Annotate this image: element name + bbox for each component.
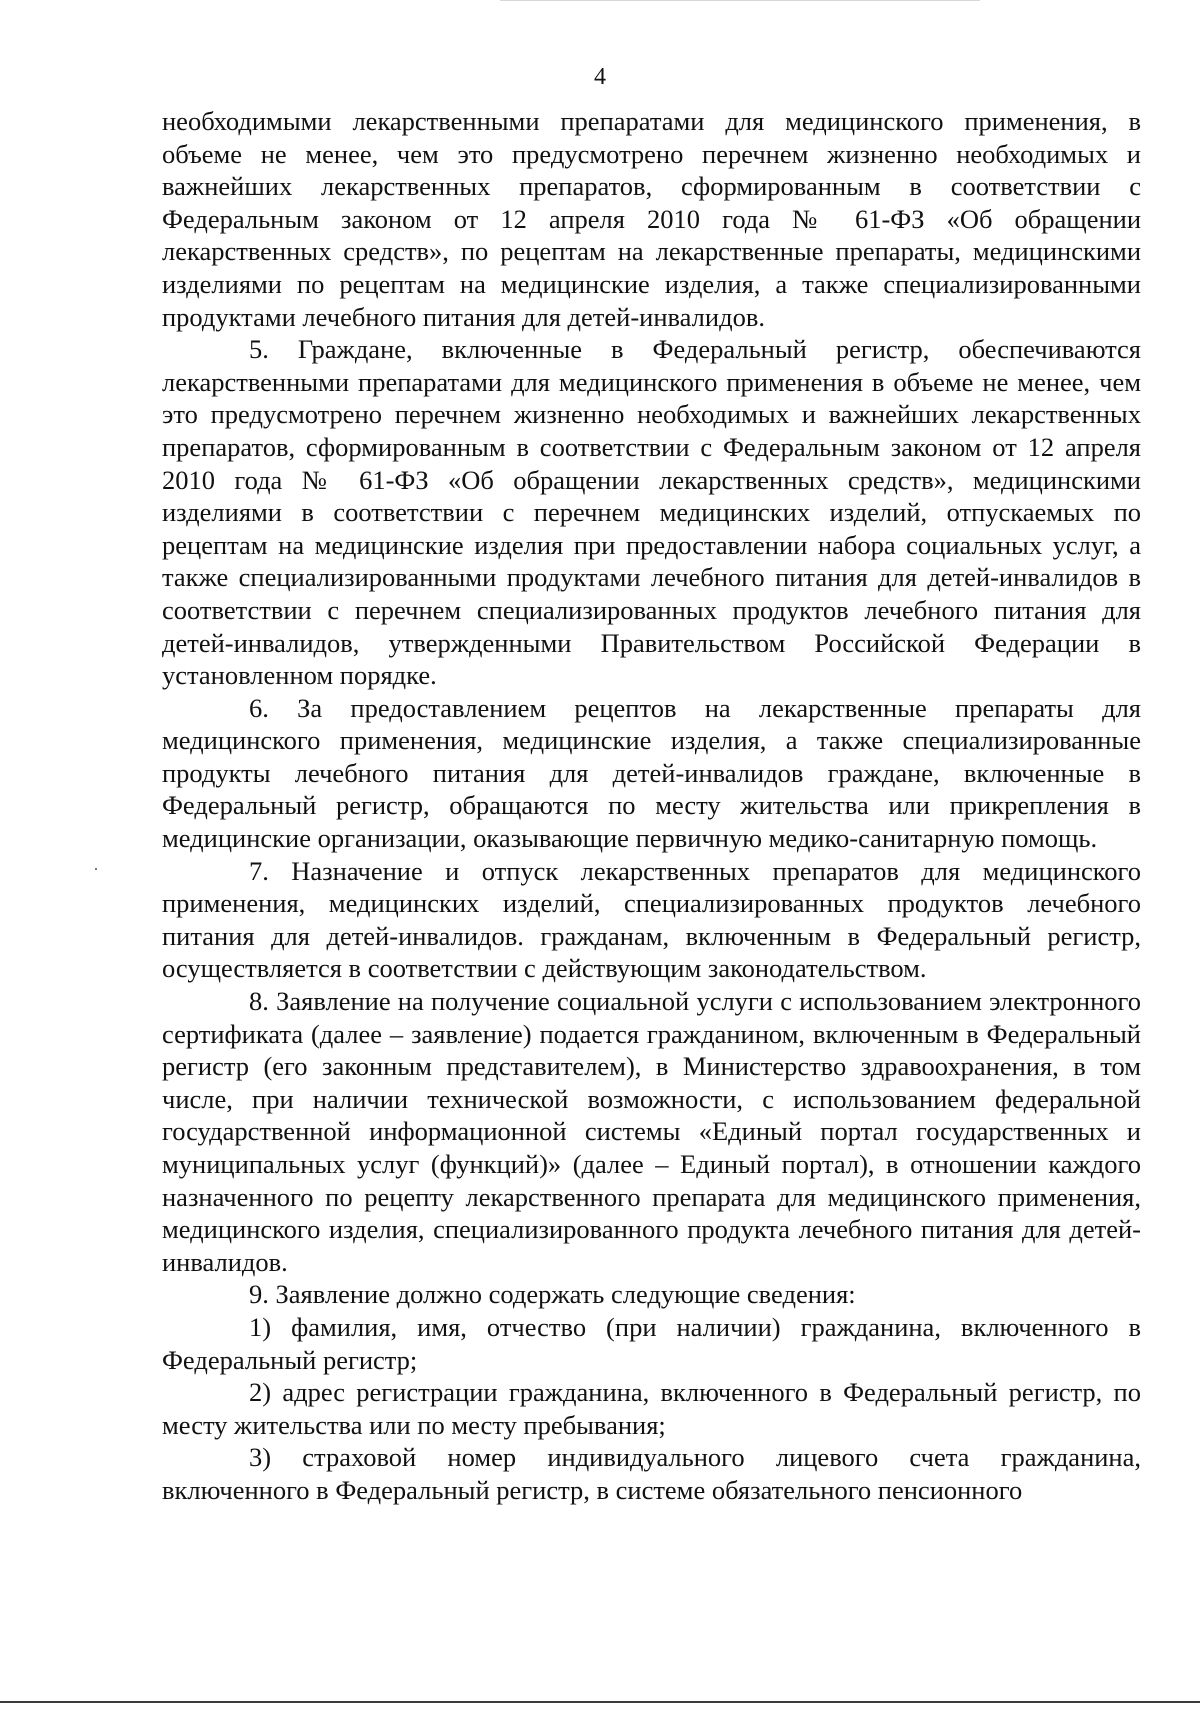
- paragraph-item-7: 7. Назначение и отпуск лекарственных препаратов для медицинского применения, медицинских изделий, специализированных продуктов лечебного питания для детей-инвалидов. гражданам, включенным в Федеральный регистр, осуществляется в соответствии с действующим законодательством.: [162, 855, 1141, 984]
- scan-speck: [95, 868, 97, 870]
- paragraph-item-9-3: 3) страховой номер индивидуального лицевого счета гражданина, включенного в Федеральный регистр, в системе обязательного пенсионного: [162, 1442, 1141, 1505]
- page-number: 4: [594, 64, 606, 90]
- paragraph-item-5: 5. Граждане, включенные в Федеральный регистр, обеспечиваются лекарственными препаратами для медицинского применения в объеме не менее, чем это предусмотрено перечнем жизненно необходимых и важнейших лекарственных препаратов, сформированным в соответствии с Федеральным законом от 12 апреля 2010 года № 61-ФЗ «Об обращении лекарственных средств», медицинскими изделиями в соответствии с перечнем медицинских изделий, отпускаемых по рецептам на медицинские изделия при предоставлении набора социальных услуг, а также специализированными продуктами лечебного питания для детей-инвалидов в соответствии с перечнем специализированных продуктов лечебного питания для детей-инвалидов, утвержденными Правительством Российской Федерации в установленном порядке.: [162, 334, 1141, 691]
- paragraph-item-9: 9. Заявление должно содержать следующие сведения:: [249, 1279, 856, 1310]
- paragraph-continuation: необходимыми лекарственными препаратами для медицинского применения, в объеме не менее, чем это предусмотрено перечнем жизненно необходимых и важнейших лекарственных препаратов, сформированным в соответствии с Федеральным законом от 12 апреля 2010 года № 61-ФЗ «Об обращении лекарственных средств», по рецептам на лекарственные препараты, медицинскими изделиями по рецептам на медицинские изделия, а также специализированными продуктами лечебного питания для детей-инвалидов.: [162, 106, 1141, 332]
- paragraph-item-9-2: 2) адрес регистрации гражданина, включенного в Федеральный регистр, по месту жительства или по месту пребывания;: [162, 1377, 1141, 1440]
- paragraph-item-6: 6. За предоставлением рецептов на лекарственные препараты для медицинского применения, медицинские изделия, а также специализированные продукты лечебного питания для детей-инвалидов граждане, включенные в Федеральный регистр, обращаются по месту жительства или прикрепления в медицинские организации, оказывающие первичную медико-санитарную помощь.: [162, 692, 1141, 854]
- paragraph-item-8: 8. Заявление на получение социальной услуги с использованием электронного сертификата (далее – заявление) подается гражданином, включенным в Федеральный регистр (его законным представителем), в Министерство здравоохранения, в том числе, при наличии технической возможности, с использованием федеральной государственной информационной системы «Единый портал государственных и муниципальных услуг (функций)» (далее – Единый портал), в отношении каждого назначенного по рецепту лекарственного препарата для медицинского применения, медицинского изделия, специализированного продукта лечебного питания для детей-инвалидов.: [162, 986, 1141, 1277]
- paragraph-item-9-1: 1) фамилия, имя, отчество (при наличии) гражданина, включенного в Федеральный регистр;: [162, 1311, 1141, 1375]
- scan-edge-line-top: [500, 0, 980, 1]
- document-body: [162, 105, 1141, 1507]
- scan-edge-line-bottom: [0, 1701, 1200, 1703]
